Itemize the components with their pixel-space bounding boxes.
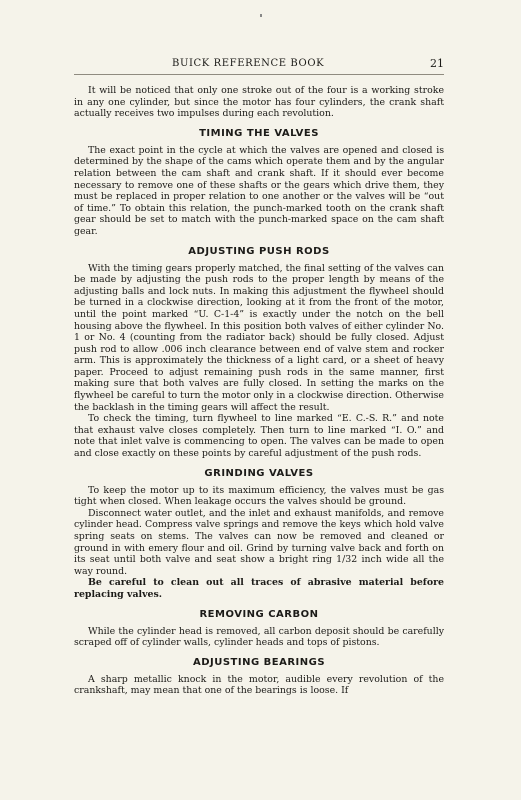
adjusting-bearings-paragraph: A sharp metallic knock in the motor, audible every revolution of the crankshaft, may mean that one of the bearings is loose. If (74, 673, 444, 697)
section-heading-adjusting-push-rods: ADJUSTING PUSH RODS (188, 245, 330, 257)
grinding-valves-paragraph-2: Disconnect water outlet, and the inlet and exhaust manifolds, and remove cylinder head. Compress valve springs and remove the keys which hold valve spring seats on stems. The valves can now be removed and cleaned or ground in with emery flour and oil. Grind by turning valve back and forth on its seat until both valve and seat show a bright ring 1/32 inch wide all the way round. (74, 507, 444, 577)
page-mark (260, 14, 262, 17)
intro-paragraph: It will be noticed that only one stroke out of the four is a working stroke in any one cylinder, but since the motor has four cylinders, the crank shaft actually receives two impulses during each revolution. (74, 85, 444, 120)
section-heading-removing-carbon: REMOVING CARBON (199, 608, 319, 620)
book-title: BUICK REFERENCE BOOK (172, 58, 325, 69)
section-heading-timing-valves: TIMING THE VALVES (199, 127, 319, 139)
removing-carbon-paragraph: While the cylinder head is removed, all carbon deposit should be carefully scraped off of cylinder walls, cylinder heads and tops of pistons. (74, 625, 444, 649)
timing-valves-paragraph: The exact point in the cycle at which the valves are opened and closed is determined by the shape of the cams which operate them and by the angular relation between the cam shaft and crank shaft. If it should ever become necessary to remove one of these shafts or the gears which drive them, they must be replaced in proper relation to one another or the valves will be “out of time.” To obtain this relation, the punch-marked tooth on the crank shaft gear should be set to match with the punch-marked space on the cam shaft gear. (74, 144, 444, 237)
grinding-valves-paragraph-1: To keep the motor up to its maximum efficiency, the valves must be gas tight when closed. When leakage occurs the valves should be ground. (74, 484, 444, 508)
page-number: 21 (430, 57, 444, 70)
push-rods-paragraph-1: With the timing gears properly matched, the final setting of the valves can be made by adjusting the push rods to the proper length by means of the adjusting balls and lock nuts. In making this adjustment the flywheel should be turned in a clockwise direction, looking at it from the front of the motor, until the point marked “U. C-1-4” is exactly under the notch on the bell housing above the flywheel. In this position both valves of either cylinder No. 1 or No. 4 (counting from the radiator back) should be fully closed. Adjust push rod to allow .006 inch clearance between end of valve stem and rocker arm. This is approximately the thickness of a light card, or a sheet of heavy paper. Proceed to adjust remaining push rods in the same manner, first making sure that both valves are fully closed. In setting the marks on the flywheel be careful to turn the motor only in a clockwise direction. Otherwise the backlash in the timing gears will affect the result. (74, 262, 444, 413)
section-heading-grinding-valves: GRINDING VALVES (204, 467, 314, 479)
section-heading-adjusting-bearings: ADJUSTING BEARINGS (192, 656, 326, 668)
running-header (74, 58, 444, 75)
push-rods-paragraph-2: To check the timing, turn flywheel to line marked “E. C.-S. R.” and note that exhaust valve closes completely. Then turn to line marked “I. O.” and note that inlet valve is commencing to open. The valves can be made to open and close exactly on these points by careful adjustment of the push rods. (74, 413, 444, 460)
warning-paragraph: Be careful to clean out all traces of abrasive material before replacing valves. (74, 577, 444, 600)
document-page (74, 58, 444, 697)
